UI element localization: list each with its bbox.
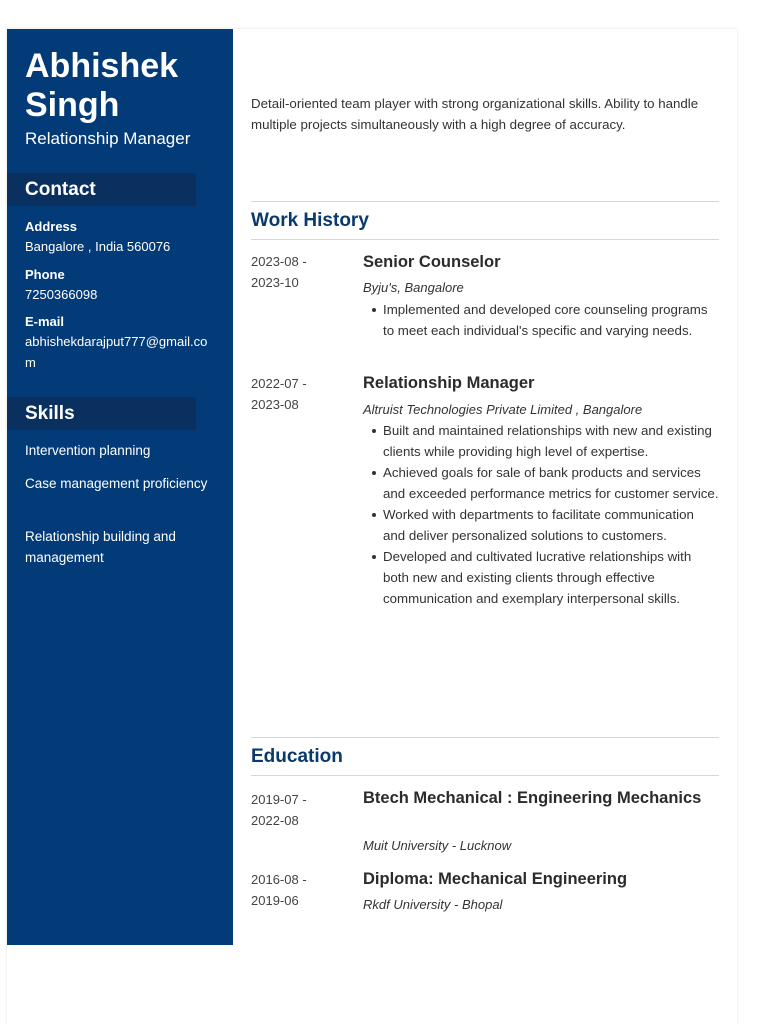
address-value: Bangalore , India 560076: [25, 239, 171, 254]
contact-heading: Contact: [7, 173, 196, 206]
work-entry-1-bullets: [363, 299, 719, 341]
work-entry-1-company: Byju's, Bangalore: [363, 280, 464, 295]
edu-entry-2-school: Rkdf University - Bhopal: [363, 897, 503, 912]
work-entry-2-date-start: 2022-07 -: [251, 376, 307, 391]
education-heading: [251, 737, 719, 776]
edu-entry-1-school: Muit University - Lucknow: [363, 838, 512, 853]
list-item: Worked with departments to facilitate communication and deliver personalized solutions to customers.: [363, 504, 719, 546]
edu-entry-1-date: [251, 789, 351, 831]
resume-page: [7, 29, 737, 1024]
skill-item: Intervention planning: [25, 443, 151, 458]
skill-item: Relationship building and management: [25, 529, 176, 565]
sidebar: [7, 29, 233, 945]
name-first: Abhishek: [25, 47, 179, 85]
skill-item: Case management proficiency: [25, 476, 208, 491]
edu-entry-1-title: Btech Mechanical : Engineering Mechanics: [363, 789, 702, 807]
edu-entry-2-date: [251, 869, 351, 911]
edu-entry-2-date-start: 2016-08 -: [251, 872, 307, 887]
address-label: Address: [25, 219, 78, 234]
work-entry-2-bullets: [363, 420, 719, 609]
edu-entry-2-title: Diploma: Mechanical Engineering: [363, 870, 628, 888]
work-entry-2-date-end: 2023-08: [251, 397, 299, 412]
phone-value: 7250366098: [25, 287, 98, 302]
education-heading-text: Education: [251, 746, 343, 767]
email-label: E-mail: [25, 314, 65, 329]
work-entry-2-title: Relationship Manager: [363, 374, 535, 392]
list-item: Achieved goals for sale of bank products and services and exceeded performance metrics for customer service.: [363, 462, 719, 504]
skills-heading: Skills: [7, 397, 196, 430]
work-entry-1-date: [251, 251, 351, 293]
edu-entry-2-date-end: 2019-06: [251, 893, 299, 908]
list-item: Developed and cultivated lucrative relationships with both new and existing clients through effective communication and exemplary interpersonal skills.: [363, 546, 719, 609]
edu-entry-1-date-end: 2022-08: [251, 813, 299, 828]
work-history-heading-text: Work History: [251, 210, 369, 231]
professional-summary: Detail-oriented team player with strong organizational skills. Ability to handle multiple projects simultaneously with a high degree of accuracy.: [251, 96, 699, 132]
work-entry-1-date-start: 2023-08 -: [251, 254, 307, 269]
work-entry-2-company: Altruist Technologies Private Limited , Bangalore: [363, 402, 643, 417]
name-last: Singh: [25, 86, 120, 124]
list-item: Built and maintained relationships with new and existing clients while providing high level of expertise.: [363, 420, 719, 462]
candidate-name: [25, 47, 178, 125]
work-entry-2-date: [251, 373, 351, 415]
work-history-heading: [251, 201, 719, 240]
job-title: Relationship Manager: [25, 129, 191, 148]
work-entry-1-date-end: 2023-10: [251, 275, 299, 290]
edu-entry-1-date-start: 2019-07 -: [251, 792, 307, 807]
work-entry-1-title: Senior Counselor: [363, 253, 501, 271]
list-item: Implemented and developed core counseling programs to meet each individual's specific and varying needs.: [363, 299, 719, 341]
phone-label: Phone: [25, 267, 65, 282]
email-value[interactable]: abhishekdarajput777@gmail.com: [25, 334, 208, 370]
